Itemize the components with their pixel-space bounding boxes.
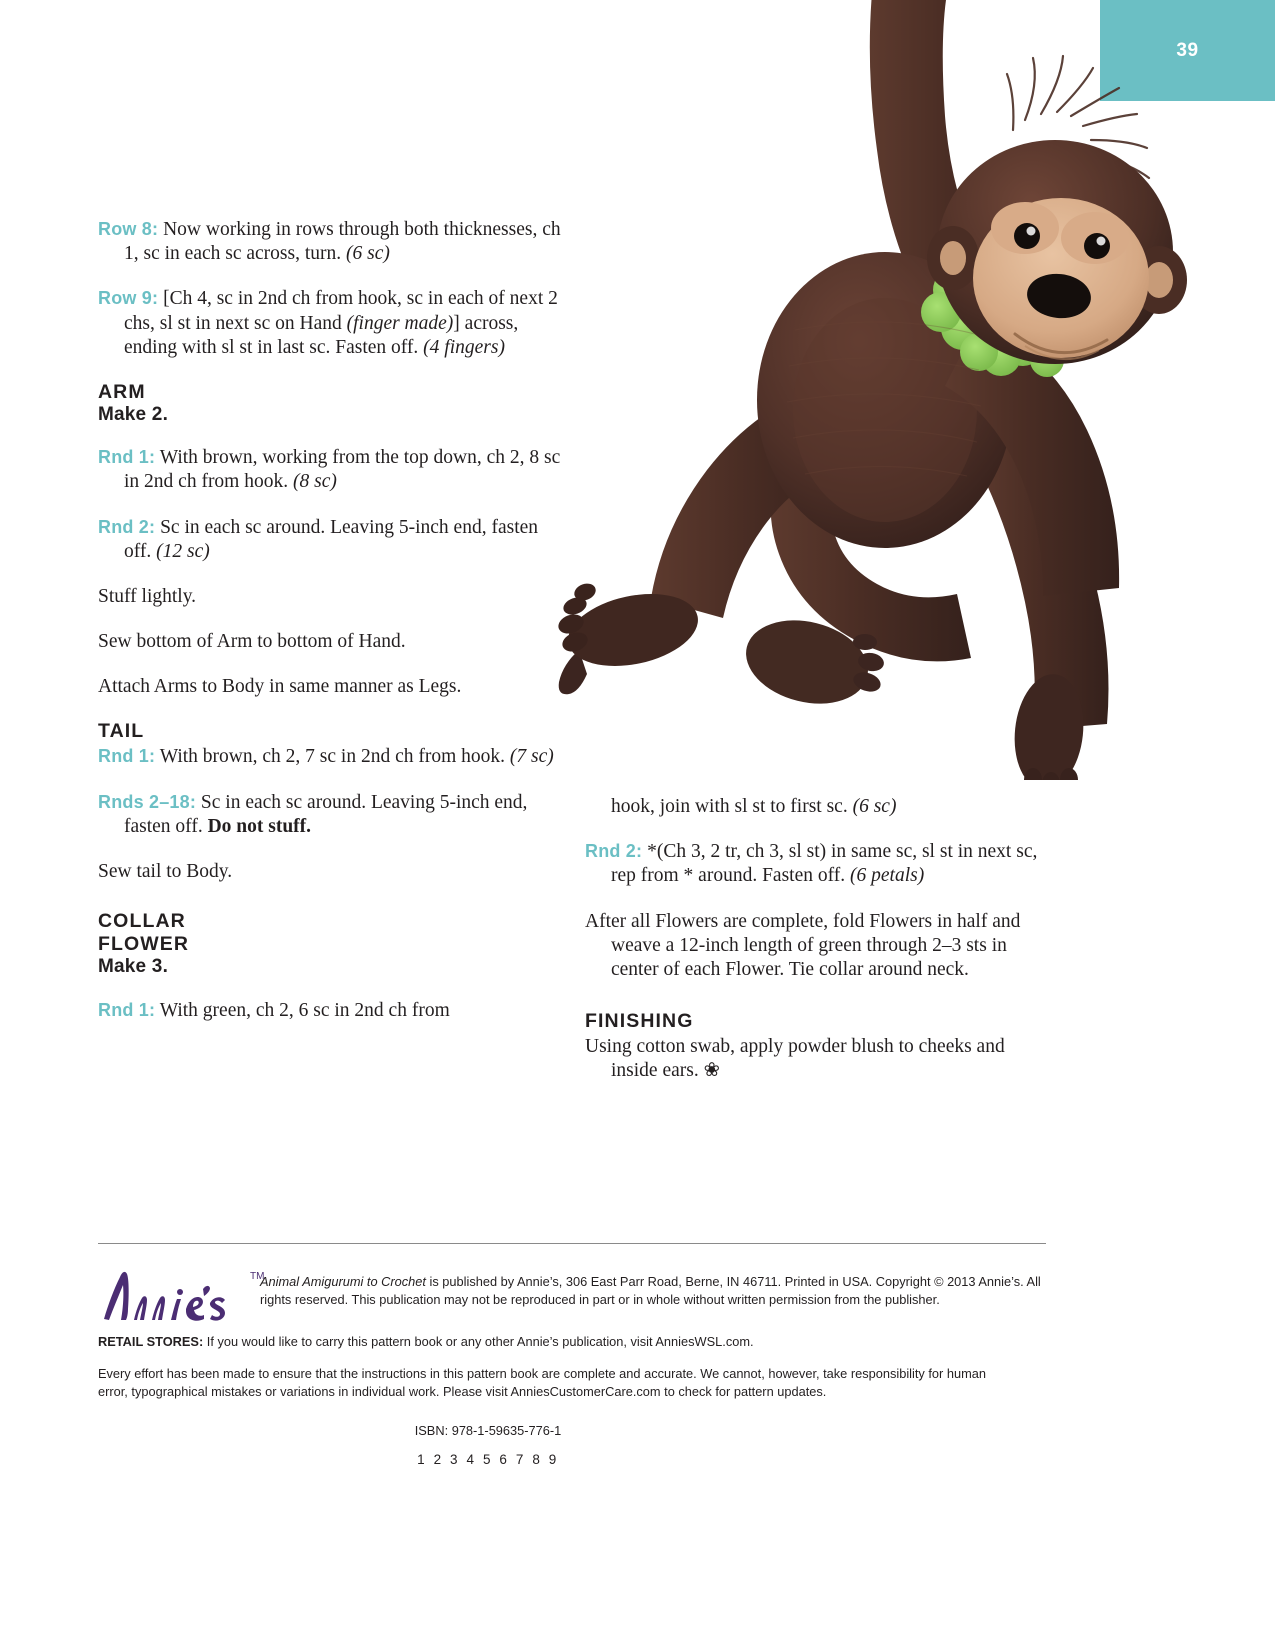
footer-retail-stores — [98, 1333, 1048, 1351]
instruction-note: (finger made) — [346, 312, 454, 334]
annies-logo-icon — [98, 1265, 248, 1323]
footer-disclaimer: Every effort has been made to ensure that the instructions in this pattern book are complete and accurate. We cannot, however, take responsibility for human error, typographical mistakes or variations in individual work. Please visit AnniesCustomerCare.com to check for pattern updates. — [98, 1365, 986, 1400]
footer-copyright — [260, 1273, 1050, 1308]
page-number: 39 — [1176, 39, 1199, 61]
instruction-attach-arms: Attach Arms to Body in same manner as Legs. — [98, 676, 462, 698]
instruction-label: Rnds 2–18: — [98, 791, 197, 812]
instruction-text: With brown, working from the top down, ch 2, 8 sc in 2nd ch from hook. — [124, 447, 561, 493]
left-text-column — [98, 218, 568, 1044]
instruction-arm-rnd-1 — [98, 446, 568, 494]
instruction-flower-rnd-1-continued — [585, 795, 1055, 819]
section-heading-flower: FLOWER — [98, 933, 190, 956]
retail-text: If you would like to carry this pattern book or any other Annie’s publication, visit AnniesWSL.com. — [203, 1334, 754, 1349]
stitch-count: (7 sc) — [509, 746, 554, 768]
instruction-label: Rnd 1: — [98, 746, 156, 767]
instruction-row-8 — [98, 218, 568, 266]
instruction-text: Sc in each sc around. Leaving 5-inch end, fasten off. — [124, 791, 528, 837]
stitch-count: (8 sc) — [292, 471, 337, 493]
instruction-sew-tail: Sew tail to Body. — [98, 860, 233, 882]
section-heading-collar: COLLAR — [98, 910, 186, 933]
instruction-text: ] across, ending with sl st in last sc. Fasten off. — [124, 312, 519, 358]
instruction-label: Row 8: — [98, 219, 159, 239]
instruction-arm-rnd-2 — [98, 516, 568, 564]
instruction-text: *(Ch 3, 2 tr, ch 3, sl st) in same sc, sl st in next sc, rep from * around. Fasten off. — [611, 841, 1038, 887]
right-text-column — [585, 795, 1055, 1104]
instruction-label: Rnd 1: — [98, 999, 156, 1020]
instruction-text: Sc in each sc around. Leaving 5-inch end, fasten off. — [124, 516, 539, 562]
instruction-emphasis: Do not stuff. — [207, 815, 312, 837]
instruction-label: Rnd 1: — [98, 447, 156, 468]
footer-isbn: ISBN: 978-1-59635-776-1 — [414, 1423, 562, 1439]
instruction-row-9 — [98, 287, 568, 360]
instruction-flower-rnd-1 — [98, 999, 568, 1023]
instruction-text: [Ch 4, sc in 2nd ch from hook, sc in each of next 2 chs, sl st in next sc on Hand — [124, 288, 558, 334]
section-heading-arm: ARM — [98, 380, 146, 403]
instruction-text: With brown, ch 2, 7 sc in 2nd ch from hook. — [155, 746, 510, 768]
stitch-count: (12 sc) — [156, 540, 210, 562]
instruction-stuff-lightly: Stuff lightly. — [98, 585, 197, 607]
monkey-amigurumi-photo — [555, 0, 1215, 780]
instruction-label: Rnd 2: — [98, 516, 156, 537]
instruction-text: hook, join with sl st to first sc. — [611, 796, 853, 817]
stitch-count: (6 sc) — [346, 243, 390, 265]
subheading-make-3: Make 3. — [98, 956, 169, 978]
section-heading-finishing: FINISHING — [585, 1010, 694, 1033]
copyright-text: is published by Annie’s, 306 East Parr Road, Berne, IN 46711. Printed in USA. Copyright © 2013 Annie’s. All rights reserved. This publication may not be reproduced in part or in whole without written permission from the publisher. — [260, 1274, 1041, 1307]
instruction-text: Using cotton swab, apply powder blush to cheeks and inside ears. — [585, 1036, 1005, 1082]
section-heading-tail: TAIL — [98, 720, 145, 743]
instruction-label: Rnd 2: — [585, 841, 643, 862]
page-footer — [98, 1265, 1048, 1467]
stitch-count: (6 sc) — [852, 796, 897, 817]
end-of-article-icon: ❀ — [703, 1060, 720, 1082]
footer-logo-row — [98, 1265, 1048, 1327]
instruction-label: Row 9: — [98, 288, 159, 309]
instruction-sew-arm: Sew bottom of Arm to bottom of Hand. — [98, 631, 406, 653]
footer-divider — [98, 1243, 1046, 1244]
retail-label: RETAIL STORES: — [98, 1334, 204, 1349]
instruction-text: With green, ch 2, 6 sc in 2nd ch from — [155, 999, 450, 1021]
instruction-flower-rnd-2 — [585, 840, 1055, 888]
subheading-make-2: Make 2. — [98, 403, 169, 425]
book-title: Animal Amigurumi to Crochet — [260, 1274, 426, 1289]
instruction-tail-rnds-2-18 — [98, 791, 568, 839]
instruction-flowers-assembly: After all Flowers are complete, fold Flowers in half and weave a 12-inch length of green through 2–3 sts in center of each Flower. Tie collar around neck. — [585, 910, 1021, 980]
stitch-count: (6 petals) — [850, 865, 925, 887]
instruction-finishing — [585, 1035, 1055, 1083]
instruction-text: Now working in rows through both thicknesses, ch 1, sc in each sc across, turn. — [124, 219, 561, 265]
trademark-symbol: TM — [250, 1271, 265, 1282]
stitch-count: (4 fingers) — [423, 336, 505, 358]
instruction-tail-rnd-1 — [98, 745, 568, 769]
footer-print-numbers: 1 2 3 4 5 6 7 8 9 — [417, 1452, 559, 1468]
